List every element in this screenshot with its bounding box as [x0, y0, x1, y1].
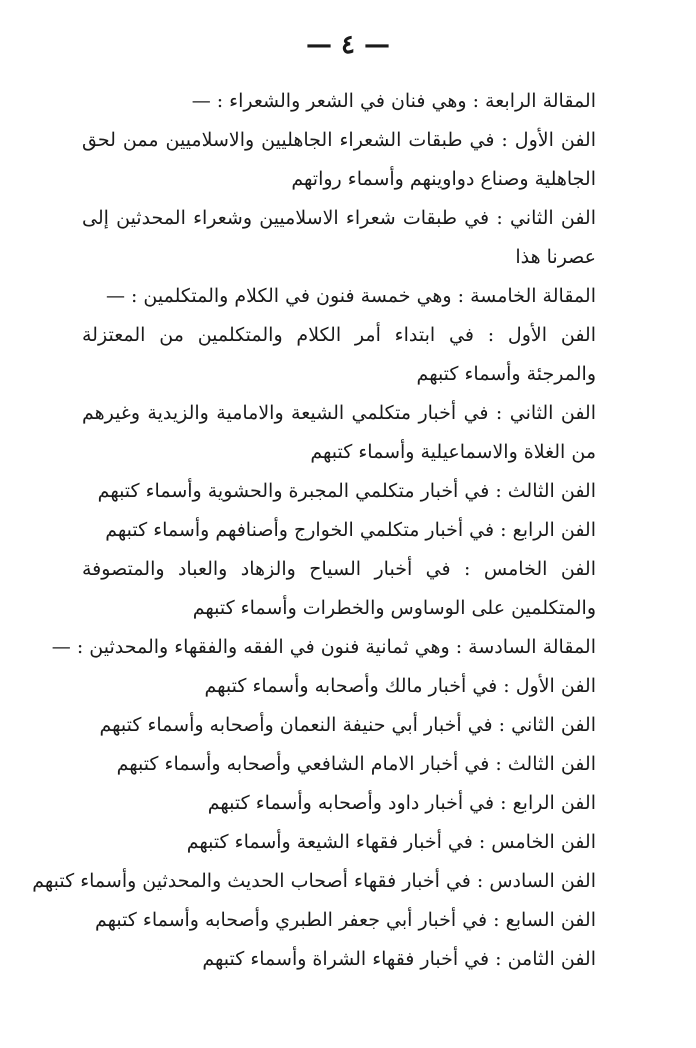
section-heading-4: المقالة الرابعة : وهي فنان في الشعر والشعراء : — [191, 90, 596, 112]
section-heading-6: المقالة السادسة : وهي ثمانية فنون في الفقه والفقهاء والمحدثين : — [51, 636, 596, 658]
chapter-entry: الفن الأول : في ابتداء أمر الكلام والمتكلمين من المعتزلة والمرجئة وأسماء كتبهم [82, 324, 596, 385]
chapter-entry: الفن الخامس : في أخبار فقهاء الشيعة وأسماء كتبهم [186, 831, 596, 853]
chapter-entry: الفن الثامن : في أخبار فقهاء الشراة وأسماء كتبهم [202, 948, 596, 970]
chapter-entry: الفن الرابع : في أخبار متكلمي الخوارج وأصنافهم وأسماء كتبهم [105, 519, 596, 541]
chapter-entry: الفن الثاني : في طبقات شعراء الاسلاميين وشعراء المحدثين إلى عصرنا هذا [82, 207, 596, 268]
text-body [32, 82, 596, 979]
chapter-entry: الفن الثاني : في أخبار أبي حنيفة النعمان وأصحابه وأسماء كتبهم [99, 714, 596, 736]
chapter-entry: الفن السابع : في أخبار أبي جعفر الطبري وأصحابه وأسماء كتبهم [94, 909, 596, 931]
chapter-entry: الفن الأول : في أخبار مالك وأصحابه وأسماء كتبهم [204, 675, 596, 697]
chapter-entry: الفن الخامس : في أخبار السياح والزهاد والعباد والمتصوفة والمتكلمين على الوساوس والخطرات وأسماء كتبهم [82, 558, 596, 619]
chapter-entry: الفن الأول : في طبقات الشعراء الجاهليين والاسلاميين ممن لحق الجاهلية وصناع دواوينهم وأسماء رواتهم [82, 129, 596, 190]
chapter-entry: الفن الثاني : في أخبار متكلمي الشيعة والامامية والزيدية وغيرهم من الغلاة والاسماعيلية وأسماء كتبهم [82, 402, 596, 463]
chapter-entry: الفن السادس : في أخبار فقهاء أصحاب الحديث والمحدثين وأسماء كتبهم [32, 870, 596, 892]
section-heading-5: المقالة الخامسة : وهي خمسة فنون في الكلام والمتكلمين : — [105, 285, 596, 307]
chapter-entry: الفن الثالث : في أخبار متكلمي المجبرة والحشوية وأسماء كتبهم [97, 480, 596, 502]
page-number: — ٤ — [305, 30, 391, 60]
chapter-entry: الفن الرابع : في أخبار داود وأصحابه وأسماء كتبهم [207, 792, 596, 814]
chapter-entry: الفن الثالث : في أخبار الامام الشافعي وأصحابه وأسماء كتبهم [116, 753, 596, 775]
